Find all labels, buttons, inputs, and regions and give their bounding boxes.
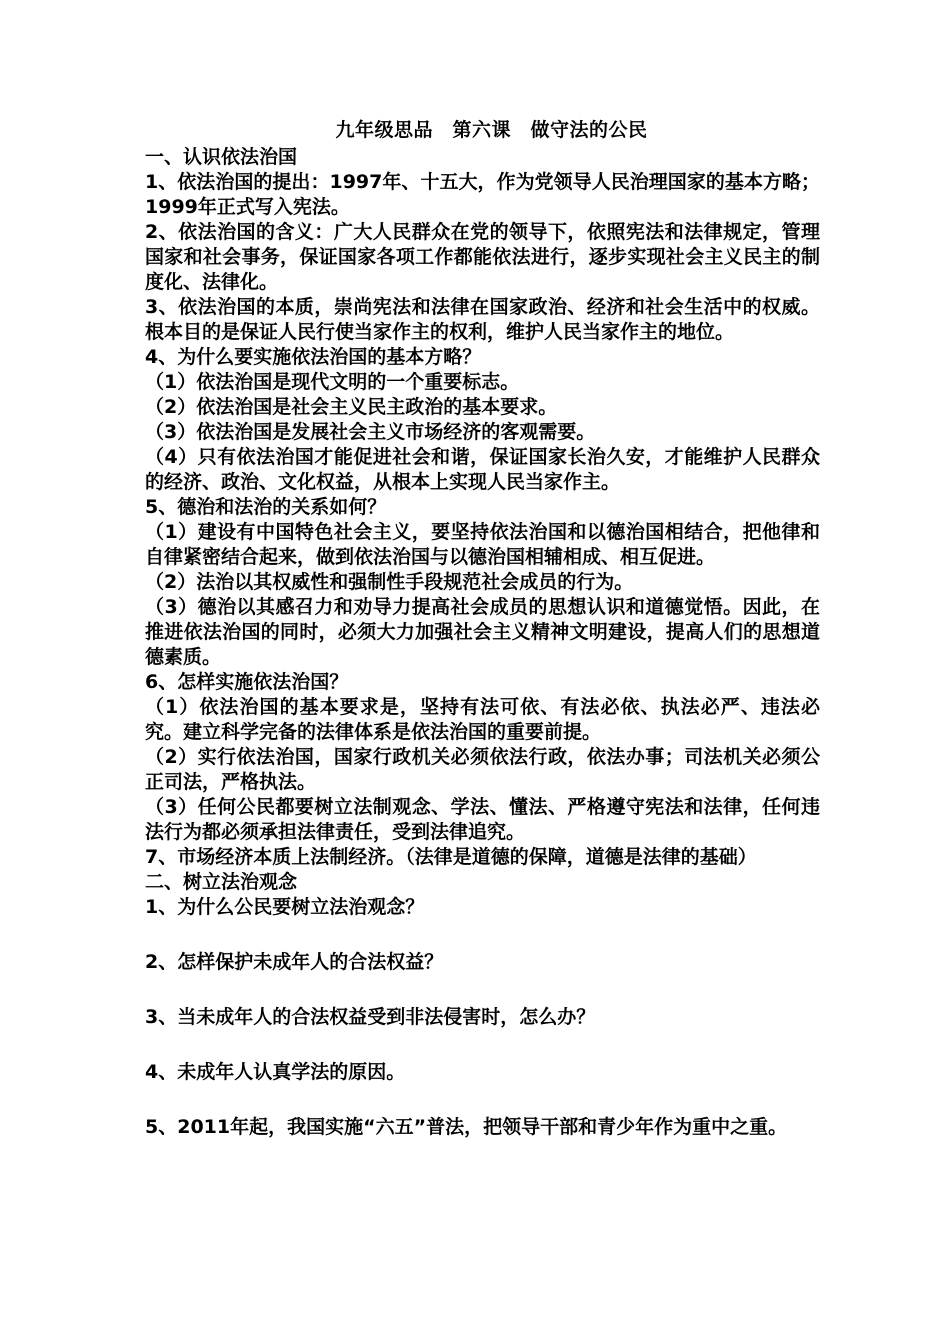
paragraph-1-1: 1、依法治国的提出：1997年、十五大，作为党领导人民治理国家的基本方略；1999年正式写入宪法。	[145, 171, 820, 218]
paragraph-1-3: 3、依法治国的本质，崇尚宪法和法律在国家政治、经济和社会生活中的权威。根本目的是保证人民行使当家作主的权利，维护人民当家作主的地位。	[145, 296, 820, 343]
answer-1-4-2: （2）依法治国是社会主义民主政治的基本要求。	[145, 396, 558, 418]
spacer	[145, 1030, 820, 1060]
answer-1-5-3: （3）德治以其感召力和劝导力提高社会成员的思想认识和道德觉悟。因此，在推进依法治国的同时，必须大力加强社会主义精神文明建设，提高人们的思想道德素质。	[145, 596, 820, 668]
spacer	[145, 1085, 820, 1115]
answer-1-5-2: （2）法治以其权威性和强制性手段规范社会成员的行为。	[145, 571, 634, 593]
question-2-2: 2、怎样保护未成年人的合法权益？	[145, 951, 444, 973]
spacer	[145, 975, 820, 1005]
paragraph-1-7: 7、市场经济本质上法制经济。（法律是道德的保障，道德是法律的基础）	[145, 846, 757, 868]
section-heading-2: 二、树立法治观念	[145, 871, 298, 893]
question-2-1: 1、为什么公民要树立法治观念？	[145, 896, 425, 918]
answer-1-4-3: （3）依法治国是发展社会主义市场经济的客观需要。	[145, 421, 596, 443]
document-page	[145, 118, 820, 1140]
answer-1-6-3: （3）任何公民都要树立法制观念、学法、懂法、严格遵守宪法和法律，任何违法行为都必须承担法律责任，受到法律追究。	[145, 796, 820, 843]
answer-1-4-1: （1）依法治国是现代文明的一个重要标志。	[145, 371, 520, 393]
answer-1-6-1: （1）依法治国的基本要求是，坚持有法可依、有法必依、执法必严、违法必究。建立科学完备的法律体系是依法治国的重要前提。	[145, 696, 820, 743]
answer-1-6-2: （2）实行依法治国，国家行政机关必须依法行政，依法办事；司法机关必须公正司法，严格执法。	[145, 746, 820, 793]
section-heading-1: 一、认识依法治国	[145, 146, 298, 168]
question-2-4: 4、未成年人认真学法的原因。	[145, 1061, 406, 1083]
question-1-6: 6、怎样实施依法治国？	[145, 671, 349, 693]
document-title: 九年级思品 第六课 做守法的公民	[335, 119, 648, 141]
spacer	[145, 920, 820, 950]
paragraph-1-2: 2、依法治国的含义：广大人民群众在党的领导下，依照宪法和法律规定，管理国家和社会事务，保证国家各项工作都能依法进行，逐步实现社会主义民主的制度化、法律化。	[145, 221, 820, 293]
question-1-4: 4、为什么要实施依法治国的基本方略？	[145, 346, 482, 368]
answer-1-4-4: （4）只有依法治国才能促进社会和谐，保证国家长治久安，才能维护人民群众的经济、政治、文化权益，从根本上实现人民当家作主。	[145, 446, 820, 493]
question-2-3: 3、当未成年人的合法权益受到非法侵害时，怎么办？	[145, 1006, 596, 1028]
question-1-5: 5、德治和法治的关系如何？	[145, 496, 387, 518]
paragraph-2-5: 5、2011年起，我国实施“六五”普法，把领导干部和青少年作为重中之重。	[145, 1116, 788, 1138]
answer-1-5-1: （1）建设有中国特色社会主义，要坚持依法治国和以德治国相结合，把他律和自律紧密结合起来，做到依法治国与以德治国相辅相成、相互促进。	[145, 521, 820, 568]
